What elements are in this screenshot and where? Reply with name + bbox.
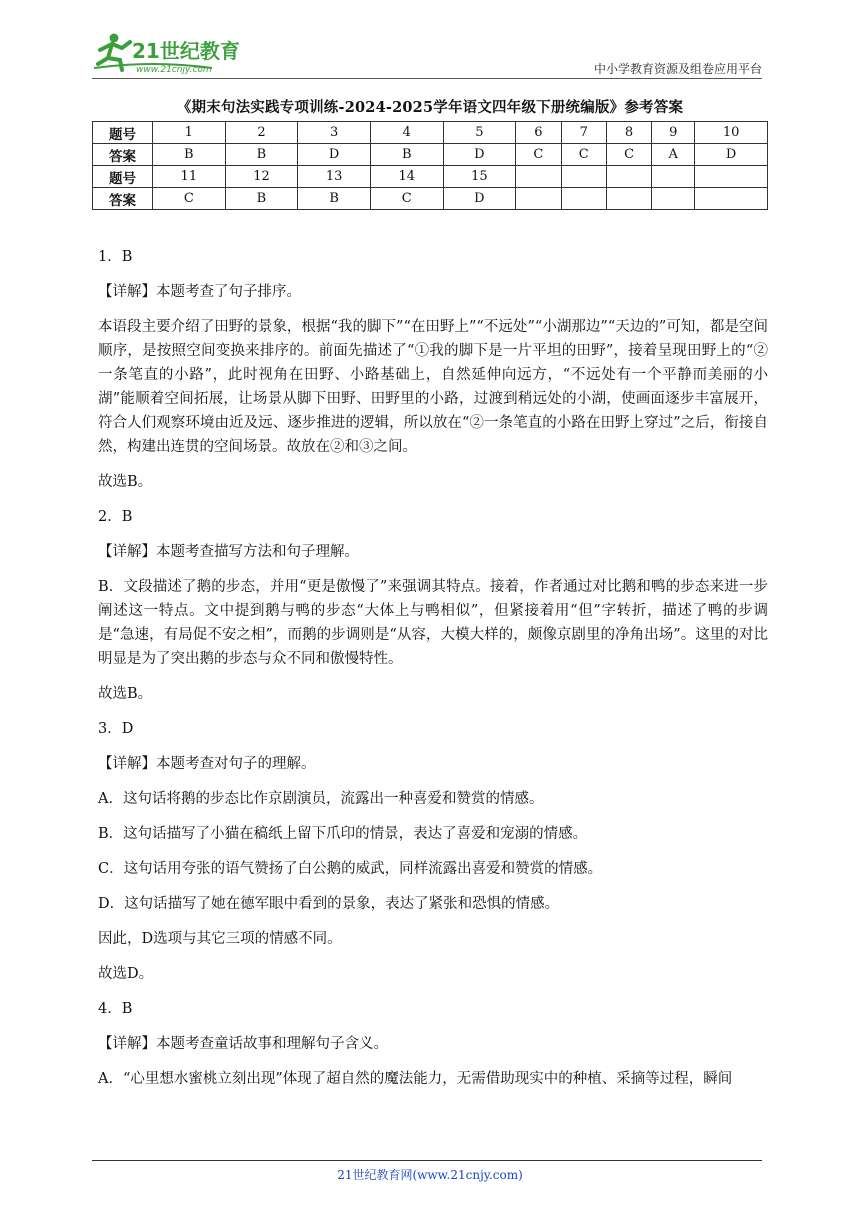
- question-number-cell: 2: [225, 122, 298, 144]
- answer-row: [93, 144, 768, 166]
- question-answer-heading: 3．D: [98, 721, 134, 737]
- question-answer-heading: 2．B: [98, 509, 133, 525]
- question-number-cell: [516, 166, 561, 188]
- explanation-paragraph: C．这句话用夸张的语气赞扬了白公鹅的威武，同样流露出喜爱和赞赏的情感。: [98, 861, 603, 877]
- answer-table: [92, 121, 768, 210]
- logo-text: 21世纪教育: [132, 39, 240, 63]
- page-header: [92, 30, 762, 80]
- question-number-cell: 11: [153, 166, 226, 188]
- answer-explanations: [98, 240, 768, 1097]
- question-number-cell: 1: [153, 122, 226, 144]
- question-label-cell: 题号: [93, 122, 153, 144]
- question-number-cell: [652, 166, 695, 188]
- answer-cell: C: [561, 144, 606, 166]
- runner-logo-icon: [92, 30, 262, 76]
- explanation-paragraph: 故选B。: [98, 686, 153, 702]
- answer-cell: C: [370, 188, 443, 210]
- footer-divider: [92, 1160, 762, 1161]
- explanation-paragraph: 本语段主要介绍了田野的景象，根据“我的脚下”“在田野上”“不远处”“小湖那边”“天边的”可知，都是空间顺序，是按照空间变换来排序的。前面先描述了“①我的脚下是一片平坦的田野”，接着呈现田野上的“②一条笔直的小路”，此时视角在田野、小路基础上，自然延伸向远方，“不远处有一个平静而美丽的小湖”能顺着空间拓展，让场景从脚下田野、田野里的小路，过渡到稍远处的小湖，使画面逐步丰富展开，符合人们观察环境由近及远、逐步推进的逻辑，所以放在“②一条笔直的小路在田野上穿过”之后，衔接自然，构建出连贯的空间场景。故放在②和③之间。: [98, 319, 768, 455]
- answer-label-cell: 答案: [93, 144, 153, 166]
- answer-label-cell: 答案: [93, 188, 153, 210]
- question-number-cell: 10: [695, 122, 768, 144]
- explanation-paragraph: 【详解】本题考查童话故事和理解句子含义。: [98, 1036, 388, 1052]
- answer-cell: B: [153, 144, 226, 166]
- platform-name: 中小学教育资源及组卷应用平台: [593, 62, 762, 76]
- logo-url: www.21cnjy.com: [136, 65, 212, 75]
- answer-cell: D: [695, 144, 768, 166]
- explanation-paragraph: 故选B。: [98, 474, 153, 490]
- explanation-paragraph: A．“心里想水蜜桃立刻出现”体现了超自然的魔法能力，无需借助现实中的种植、采摘等过程，瞬间: [98, 1071, 733, 1087]
- question-number-cell: 7: [561, 122, 606, 144]
- question-number-cell: 9: [652, 122, 695, 144]
- question-number-cell: [606, 166, 651, 188]
- answer-cell: D: [298, 144, 371, 166]
- question-number-cell: [561, 166, 606, 188]
- question-number-cell: 8: [606, 122, 651, 144]
- answer-row: [93, 188, 768, 210]
- question-number-cell: [695, 166, 768, 188]
- answer-cell: B: [225, 144, 298, 166]
- question-number-cell: 12: [225, 166, 298, 188]
- question-answer-heading: 1．B: [98, 249, 133, 265]
- question-number-row: [93, 166, 768, 188]
- question-number-cell: 3: [298, 122, 371, 144]
- answer-cell: B: [370, 144, 443, 166]
- document-title: 《期末句法实践专项训练-2024-2025学年语文四年级下册统编版》参考答案: [176, 99, 684, 116]
- question-answer-heading: 4．B: [98, 1001, 133, 1017]
- explanation-paragraph: 【详解】本题考查描写方法和句子理解。: [98, 544, 359, 560]
- explanation-paragraph: 【详解】本题考查了句子排序。: [98, 284, 301, 300]
- question-number-cell: 14: [370, 166, 443, 188]
- answer-cell: [695, 188, 768, 210]
- answer-cell: [652, 188, 695, 210]
- answer-cell: A: [652, 144, 695, 166]
- answer-cell: D: [443, 188, 516, 210]
- question-number-cell: 6: [516, 122, 561, 144]
- answer-cell: B: [298, 188, 371, 210]
- answer-cell: [606, 188, 651, 210]
- answer-cell: C: [516, 144, 561, 166]
- explanation-paragraph: D．这句话描写了她在德军眼中看到的景象，表达了紧张和恐惧的情感。: [98, 896, 560, 912]
- explanation-paragraph: A．这句话将鹅的步态比作京剧演员，流露出一种喜爱和赞赏的情感。: [98, 791, 544, 807]
- answer-cell: B: [225, 188, 298, 210]
- footer-site[interactable]: 21世纪教育网(www.21cnjy.com): [337, 1168, 523, 1182]
- question-number-row: [93, 122, 768, 144]
- question-label-cell: 题号: [93, 166, 153, 188]
- site-logo: [92, 30, 262, 76]
- explanation-paragraph: B．这句话描写了小猫在稿纸上留下爪印的情景，表达了喜爱和宠溺的情感。: [98, 826, 588, 842]
- question-number-cell: 4: [370, 122, 443, 144]
- explanation-paragraph: 【详解】本题考查对句子的理解。: [98, 756, 316, 772]
- answer-cell: C: [153, 188, 226, 210]
- answer-cell: [561, 188, 606, 210]
- answer-cell: D: [443, 144, 516, 166]
- answer-cell: [516, 188, 561, 210]
- question-number-cell: 5: [443, 122, 516, 144]
- question-number-cell: 15: [443, 166, 516, 188]
- explanation-paragraph: 因此，D选项与其它三项的情感不同。: [98, 931, 342, 947]
- header-divider: [92, 78, 762, 79]
- answer-cell: C: [606, 144, 651, 166]
- question-number-cell: 13: [298, 166, 371, 188]
- explanation-paragraph: 故选D。: [98, 966, 154, 982]
- explanation-paragraph: B．文段描述了鹅的步态，并用“更是傲慢了”来强调其特点。接着，作者通过对比鹅和鸭的步态来进一步阐述这一特点。文中提到鹅与鸭的步态“大体上与鸭相似”，但紧接着用“但”字转折，描述了鸭的步调是“急速，有局促不安之相”，而鹅的步调则是“从容，大模大样的，颇像京剧里的净角出场”。这里的对比明显是为了突出鹅的步态与众不同和傲慢特性。: [98, 579, 768, 667]
